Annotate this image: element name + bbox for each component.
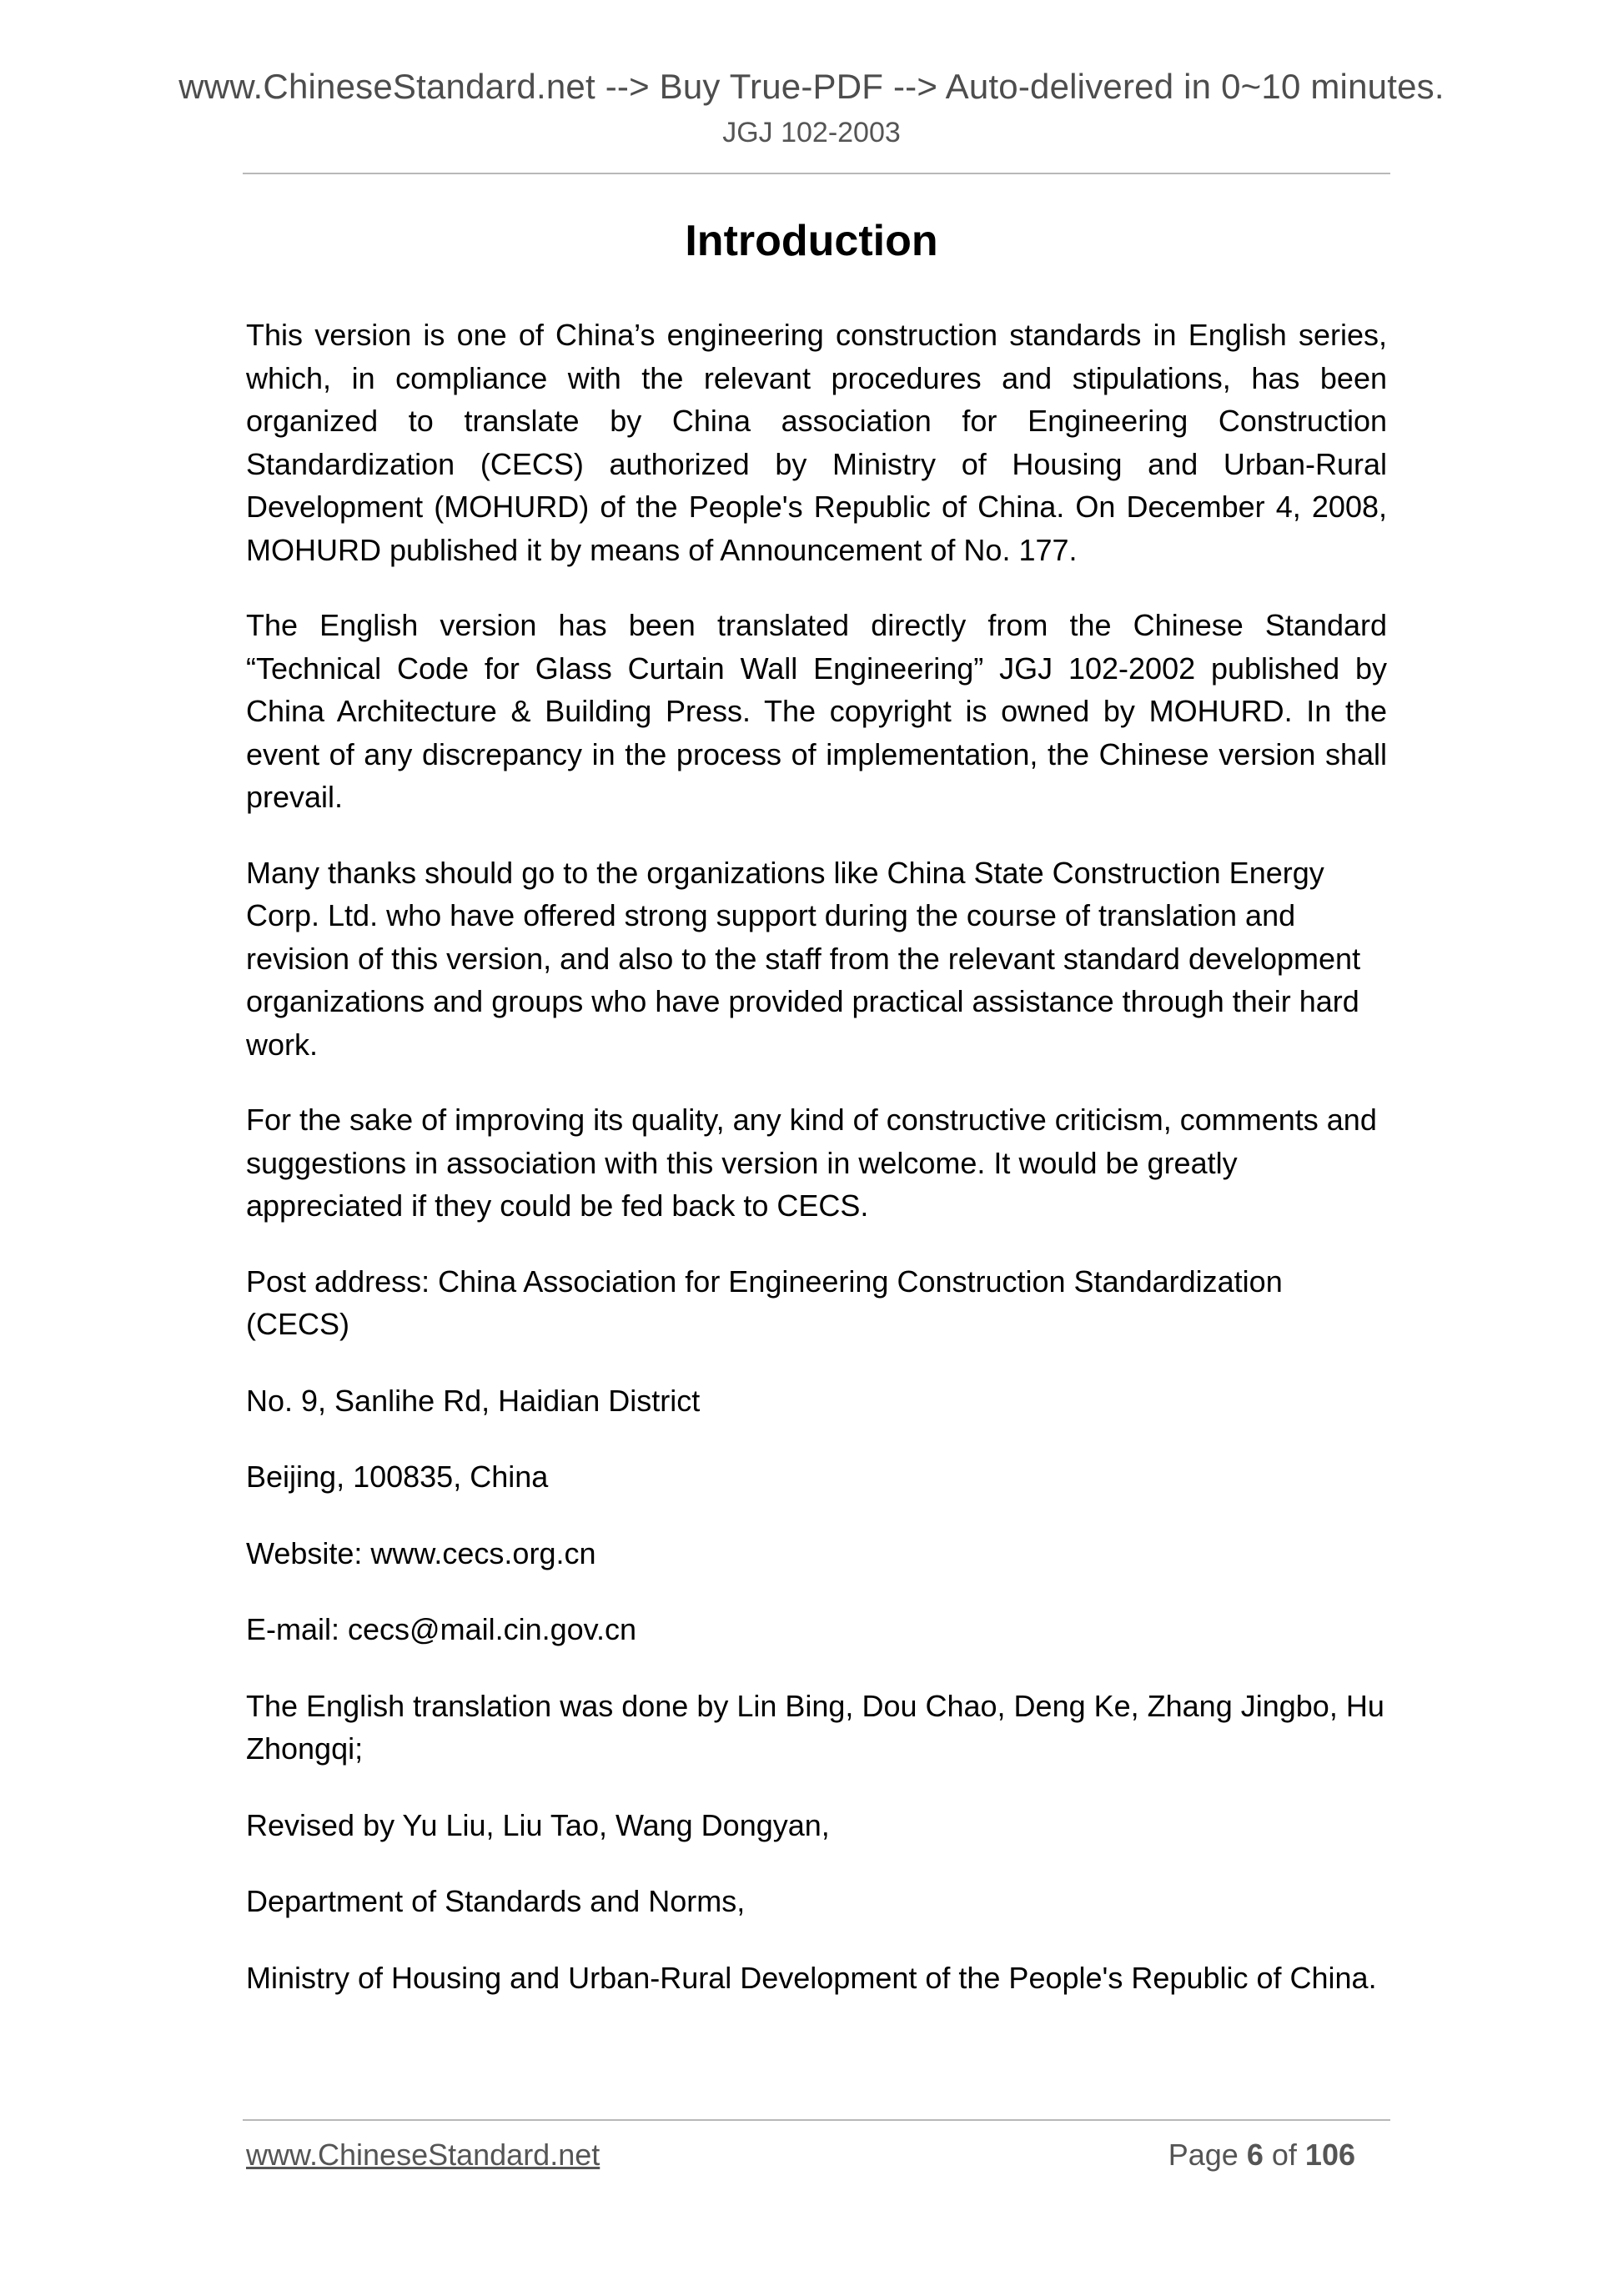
standard-number: JGJ 102-2003 [722,117,901,148]
email-line: E-mail: cecs@mail.cin.gov.cn [246,1612,636,1646]
intro-paragraph-4: For the sake of improving its quality, any kind of constructive criticism, comments and suggestions in association with this version in welcome. It would be greatly appreciated if they could be fed back to CECS. [246,1103,1377,1223]
page-current: 6 [1246,2138,1264,2172]
page-of: of [1271,2138,1297,2172]
page-title: Introduction [685,217,938,265]
page-total: 106 [1304,2138,1355,2172]
top-banner: www.ChineseStandard.net --> Buy True-PDF --> Auto-delivered in 0~10 minutes. [178,67,1445,106]
city-address: Beijing, 100835, China [246,1459,549,1494]
post-address: Post address: China Association for Engineering Construction Standardization (CECS) [246,1264,1283,1341]
intro-paragraph-1: This version is one of China’s engineering construction standards in English series, which, in compliance with the relevant procedures and stipulations, has been organized to translate by China association for Engineering Construction Standardization (CECS) authorized by Ministry of Housing and Urban-Rural Development (MOHURD) of the People's Republic of China. On December 4, 2008, MOHURD published it by means of Announcement of No. 177. [246,318,1387,567]
page-label: Page [1168,2138,1239,2172]
website-line: Website: www.cecs.org.cn [246,1535,596,1570]
page-counter [1168,2137,1355,2173]
ministry-credit: Ministry of Housing and Urban-Rural Development of the People's Republic of China. [246,1960,1377,1995]
footer-divider [243,2119,1390,2121]
header-divider [243,173,1390,174]
intro-paragraph-3: Many thanks should go to the organizations like China State Construction Energy Corp. Ltd. who have offered strong support during the course of translation and revision of this version, and also to the staff from the relevant standard development organizations and groups who have provided practical assistance through their hard work. [246,855,1361,1062]
footer-website-link[interactable]: www.ChineseStandard.net [246,2138,600,2172]
intro-paragraph-2: The English version has been translated directly from the Chinese Standard “Technical Code for Glass Curtain Wall Engineering” JGJ 102-2002 published by China Architecture & Building Press. The copyright is owned by MOHURD. In the event of any discrepancy in the process of implementation, the Chinese version shall prevail. [246,608,1387,814]
department-credit: Department of Standards and Norms, [246,1884,746,1918]
revisers-credit: Revised by Yu Liu, Liu Tao, Wang Dongyan, [246,1807,830,1842]
document-body [246,314,1387,2032]
street-address: No. 9, Sanlihe Rd, Haidian District [246,1383,701,1418]
translators-credit: The English translation was done by Lin Bing, Dou Chao, Deng Ke, Zhang Jingbo, Hu Zhongqi; [246,1688,1384,1766]
